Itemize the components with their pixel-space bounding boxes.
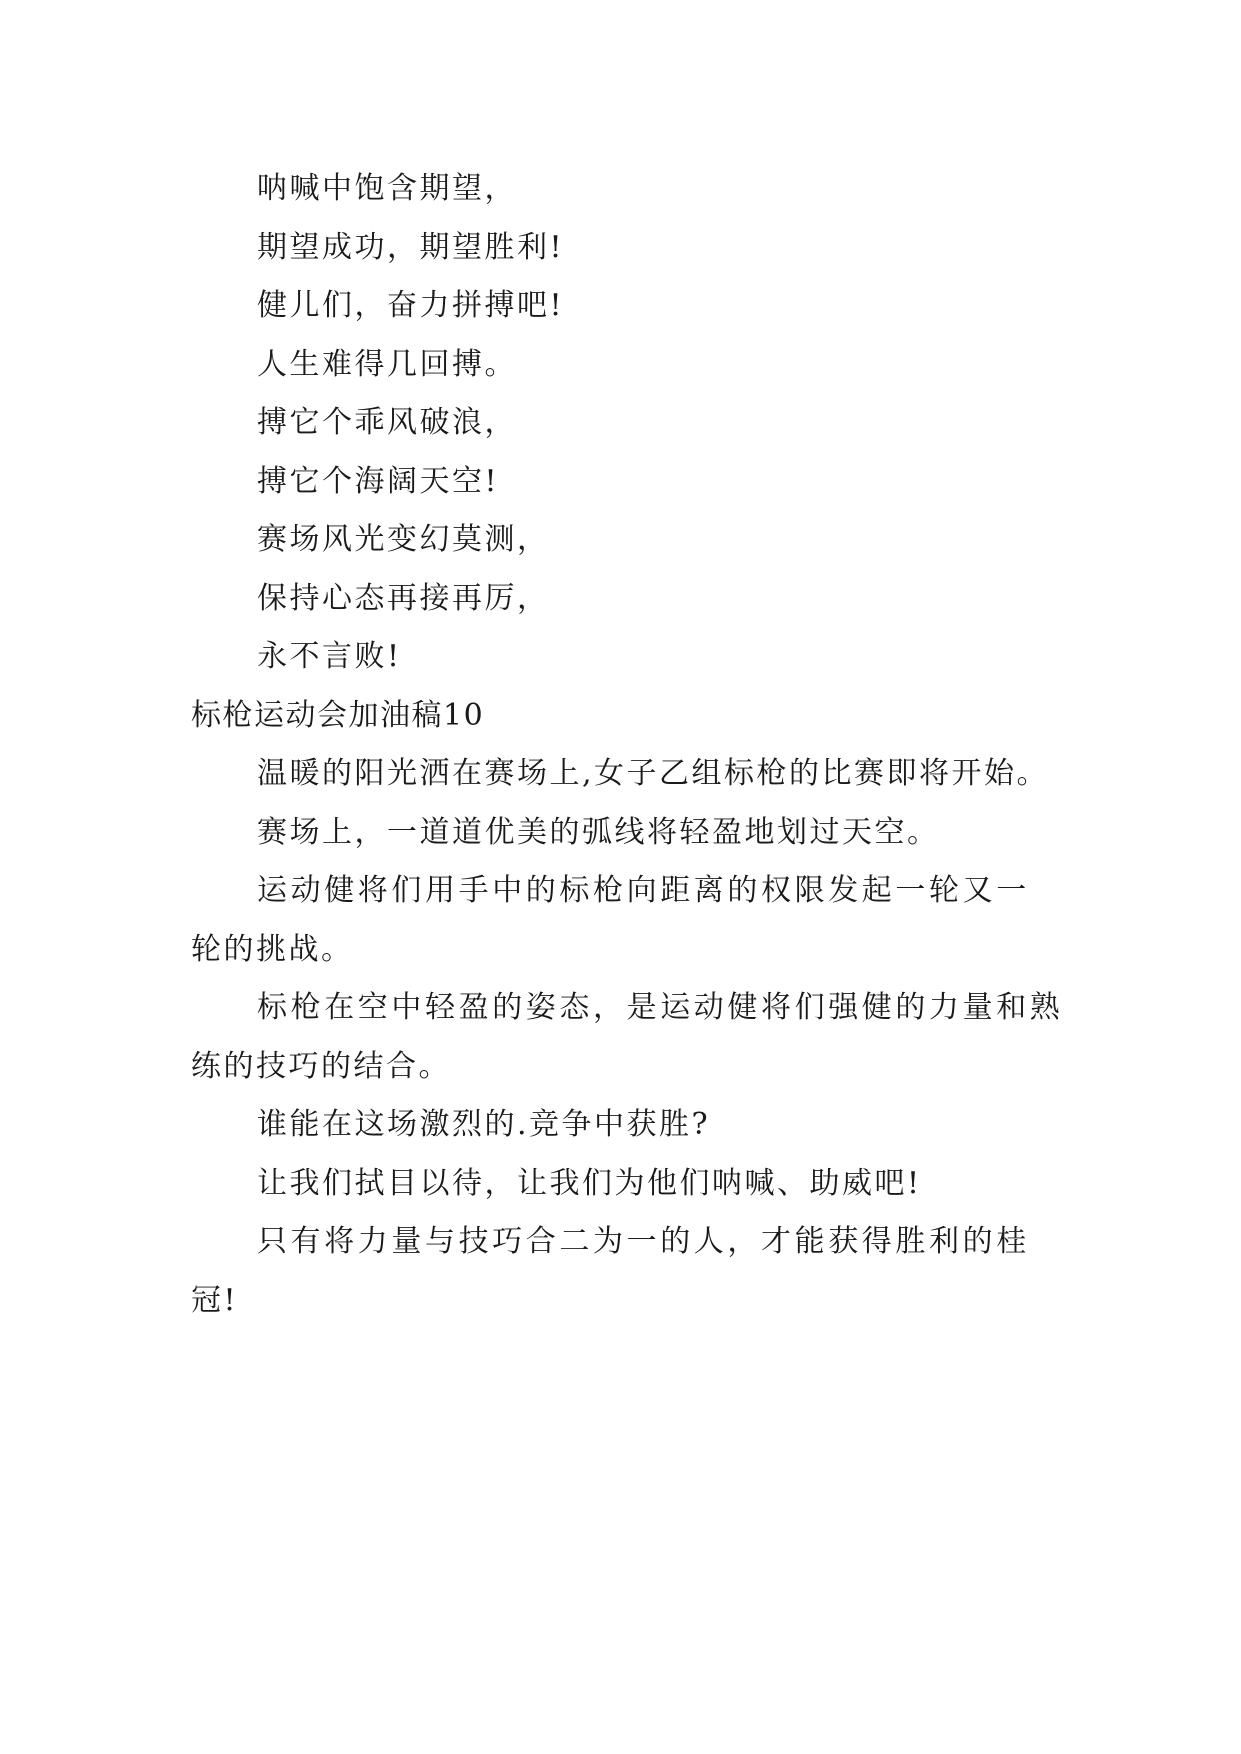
paragraph-7-line-1: 只有将力量与技巧合二为一的人，才能获得胜利的桂 bbox=[257, 1224, 1030, 1259]
poem-line-5: 搏它个乖风破浪， bbox=[257, 405, 517, 440]
poem-line-2: 期望成功，期望胜利! bbox=[257, 229, 565, 265]
paragraph-3-line-1: 运动健将们用手中的标枪向距离的权限发起一轮又一 bbox=[257, 873, 1030, 908]
paragraph-4-line-1: 标枪在空中轻盈的姿态，是运动健将们强健的力量和熟 bbox=[257, 990, 1064, 1025]
paragraph-2: 赛场上，一道道优美的弧线将轻盈地划过天空。 bbox=[257, 814, 940, 850]
poem-line-1: 呐喊中饱含期望， bbox=[257, 171, 517, 206]
paragraph-4-line-2: 练的技巧的结合。 bbox=[191, 1048, 451, 1084]
paragraph-1: 温暖的阳光洒在赛场上,女子乙组标枪的比赛即将开始。 bbox=[257, 756, 1050, 791]
poem-line-8: 保持心态再接再厉， bbox=[257, 580, 550, 616]
poem-line-7: 赛场风光变幻莫测， bbox=[257, 522, 550, 557]
paragraph-3-line-2: 轮的挑战。 bbox=[191, 931, 354, 967]
document-body bbox=[191, 160, 1064, 1330]
poem-line-3: 健儿们，奋力拼搏吧! bbox=[257, 288, 565, 323]
paragraph-6: 让我们拭目以待，让我们为他们呐喊、助威吧! bbox=[257, 1165, 922, 1201]
poem-line-9: 永不言败! bbox=[257, 639, 402, 674]
poem-line-4: 人生难得几回搏。 bbox=[257, 346, 517, 382]
poem-line-6: 搏它个海阔天空! bbox=[257, 463, 500, 499]
paragraph-5: 谁能在这场激烈的.竞争中获胜? bbox=[257, 1107, 711, 1142]
section-title: 标枪运动会加油稿10 bbox=[191, 697, 485, 733]
paragraph-7-line-2: 冠! bbox=[191, 1282, 239, 1318]
